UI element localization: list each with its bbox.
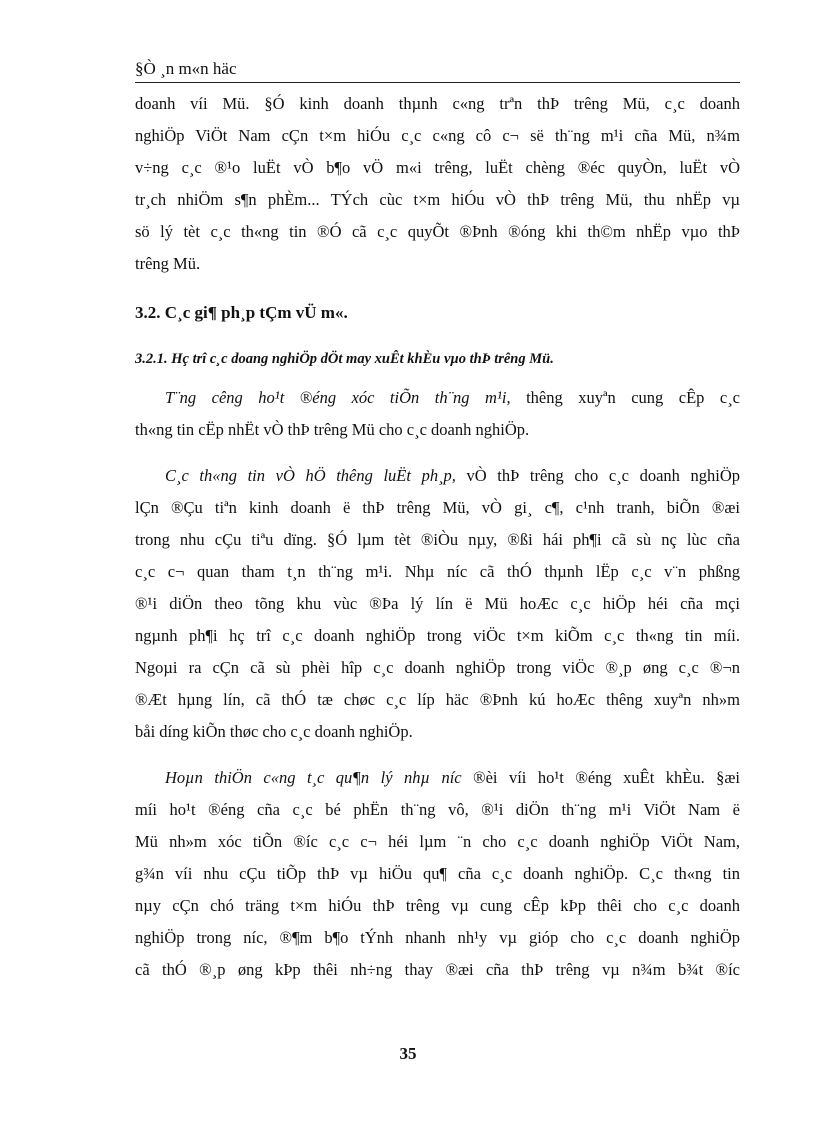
text-line: doanh víi Mü. §Ó kinh doanh thµnh c«ng trªn thÞ trêng Mü, c¸c doanh	[135, 94, 740, 113]
italic-lead: C¸c th«ng tin vÒ hÖ thêng luËt ph¸p,	[165, 466, 456, 485]
paragraph-trade-promotion	[135, 382, 740, 446]
italic-lead: Hoµn thiÖn c«ng t¸c qu¶n lý nhµ níc	[165, 768, 462, 787]
document-body	[135, 88, 740, 986]
text-line: v÷ng c¸c ®¹o luËt vÒ b¶o vÖ m«i trêng, luËt chèng ®éc quyÒn, luËt vÒ	[135, 158, 740, 177]
text-line: sö lý tèt c¸c th«ng tin ®Ó cã c¸c quyÕt ®Þnh ®óng khi th©m nhËp vµo thÞ	[135, 222, 740, 241]
text-line	[135, 382, 740, 414]
text-line: båi díng kiÕn thøc cho c¸c doanh nghiÖp.	[135, 722, 413, 741]
text-line: tr¸ch nhiÖm s¶n phÈm... TÝch cùc t×m hiÓu vÒ thÞ trêng Mü, thu nhËp vµ	[135, 190, 740, 209]
text-line: ngµnh ph¶i hç trî c¸c doanh nghiÖp trong viÖc t×m kiÕm c¸c th«ng tin míi.	[135, 626, 740, 645]
text-line: ®Æt hµng lín, cã thÓ tæ chøc c¸c líp häc ®Þnh kú hoÆc thêng xuyªn nh»m	[135, 690, 740, 709]
text-span: vÒ thÞ trêng cho c¸c doanh nghiÖp	[455, 466, 740, 485]
text-line: g¾n víi nhu cÇu tiÕp thÞ vµ hiÖu qu¶ cña c¸c doanh nghiÖp. C¸c th«ng tin	[135, 864, 740, 883]
page-number: 35	[399, 1044, 417, 1063]
text-line: nµy cÇn chó träng t×m hiÓu thÞ trêng vµ cung cÊp kÞp thêi cho c¸c doanh	[135, 896, 740, 915]
text-line: th«ng tin cËp nhËt vÒ thÞ trêng Mü cho c¸c doanh nghiÖp.	[135, 420, 530, 439]
text-line: Mü nh»m xóc tiÕn ®íc c¸c c¬ héi lµm ¨n cho c¸c doanh nghiÖp ViÖt Nam,	[135, 832, 740, 851]
text-span: thêng xuyªn cung cÊp c¸c	[510, 388, 740, 407]
section-heading: 3.2. C¸c gi¶ ph¸p tÇm vÜ m«.	[135, 303, 348, 322]
text-line: Ngoµi ra cÇn cã sù phèi hîp c¸c doanh nghiÖp trong viÖc ®¸p øng c¸c ®¬n	[135, 658, 740, 677]
paragraph-legal-info	[135, 460, 740, 748]
paragraph-intro	[135, 88, 740, 280]
page-header	[135, 58, 740, 83]
text-line: nghiÖp ViÖt Nam cÇn t×m hiÓu c¸c c«ng cô c¬ së th¨ng m¹i cña Mü, n¾m	[135, 126, 740, 145]
text-span: ®èi víi ho¹t ®éng xuÊt khÈu. §æi	[461, 768, 740, 787]
subsection-heading: 3.2.1. Hç trî c¸c doang nghiÖp dÖt may xuÊt khÈu vµo thÞ trêng Mü.	[135, 351, 554, 367]
italic-lead: T¨ng cêng ho¹t ®éng xóc tiÕn th¨ng m¹i,	[165, 388, 511, 407]
text-line: cã thÓ ®¸p øng kÞp thêi nh÷ng thay ®æi cña thÞ trêng vµ n¾m b¾t ®íc	[135, 960, 740, 979]
paragraph-state-management	[135, 762, 740, 986]
text-line: c¸c c¬ quan tham t¸n th¨ng m¹i. Nhµ níc cã thÓ thµnh lËp c¸c v¨n phßng	[135, 562, 740, 581]
text-line: míi ho¹t ®éng cña c¸c bé phËn th¨ng vô, ®¹i diÖn th¨ng m¹i ViÖt Nam ë	[135, 800, 740, 819]
text-line: trêng Mü.	[135, 254, 201, 273]
header-title: §Ò ¸n m«n häc	[135, 59, 237, 78]
text-line: lÇn ®Çu tiªn kinh doanh ë thÞ trêng Mü, vÒ gi¸ c¶, c¹nh tranh, biÕn ®æi	[135, 498, 740, 517]
text-line	[135, 460, 740, 492]
text-line	[135, 762, 740, 794]
text-line: nghiÖp trong níc, ®¶m b¶o tÝnh nhanh nh¹y vµ gióp cho c¸c doanh nghiÖp	[135, 928, 740, 947]
text-line: trong nhu cÇu tiªu dïng. §Ó lµm tèt ®iÒu nµy, ®ßi hái ph¶i cã sù nç lùc cña	[135, 530, 740, 549]
text-line: ®¹i diÖn theo tõng khu vùc ®Þa lý lín ë Mü hoÆc c¸c hiÖp héi cña mçi	[135, 594, 740, 613]
